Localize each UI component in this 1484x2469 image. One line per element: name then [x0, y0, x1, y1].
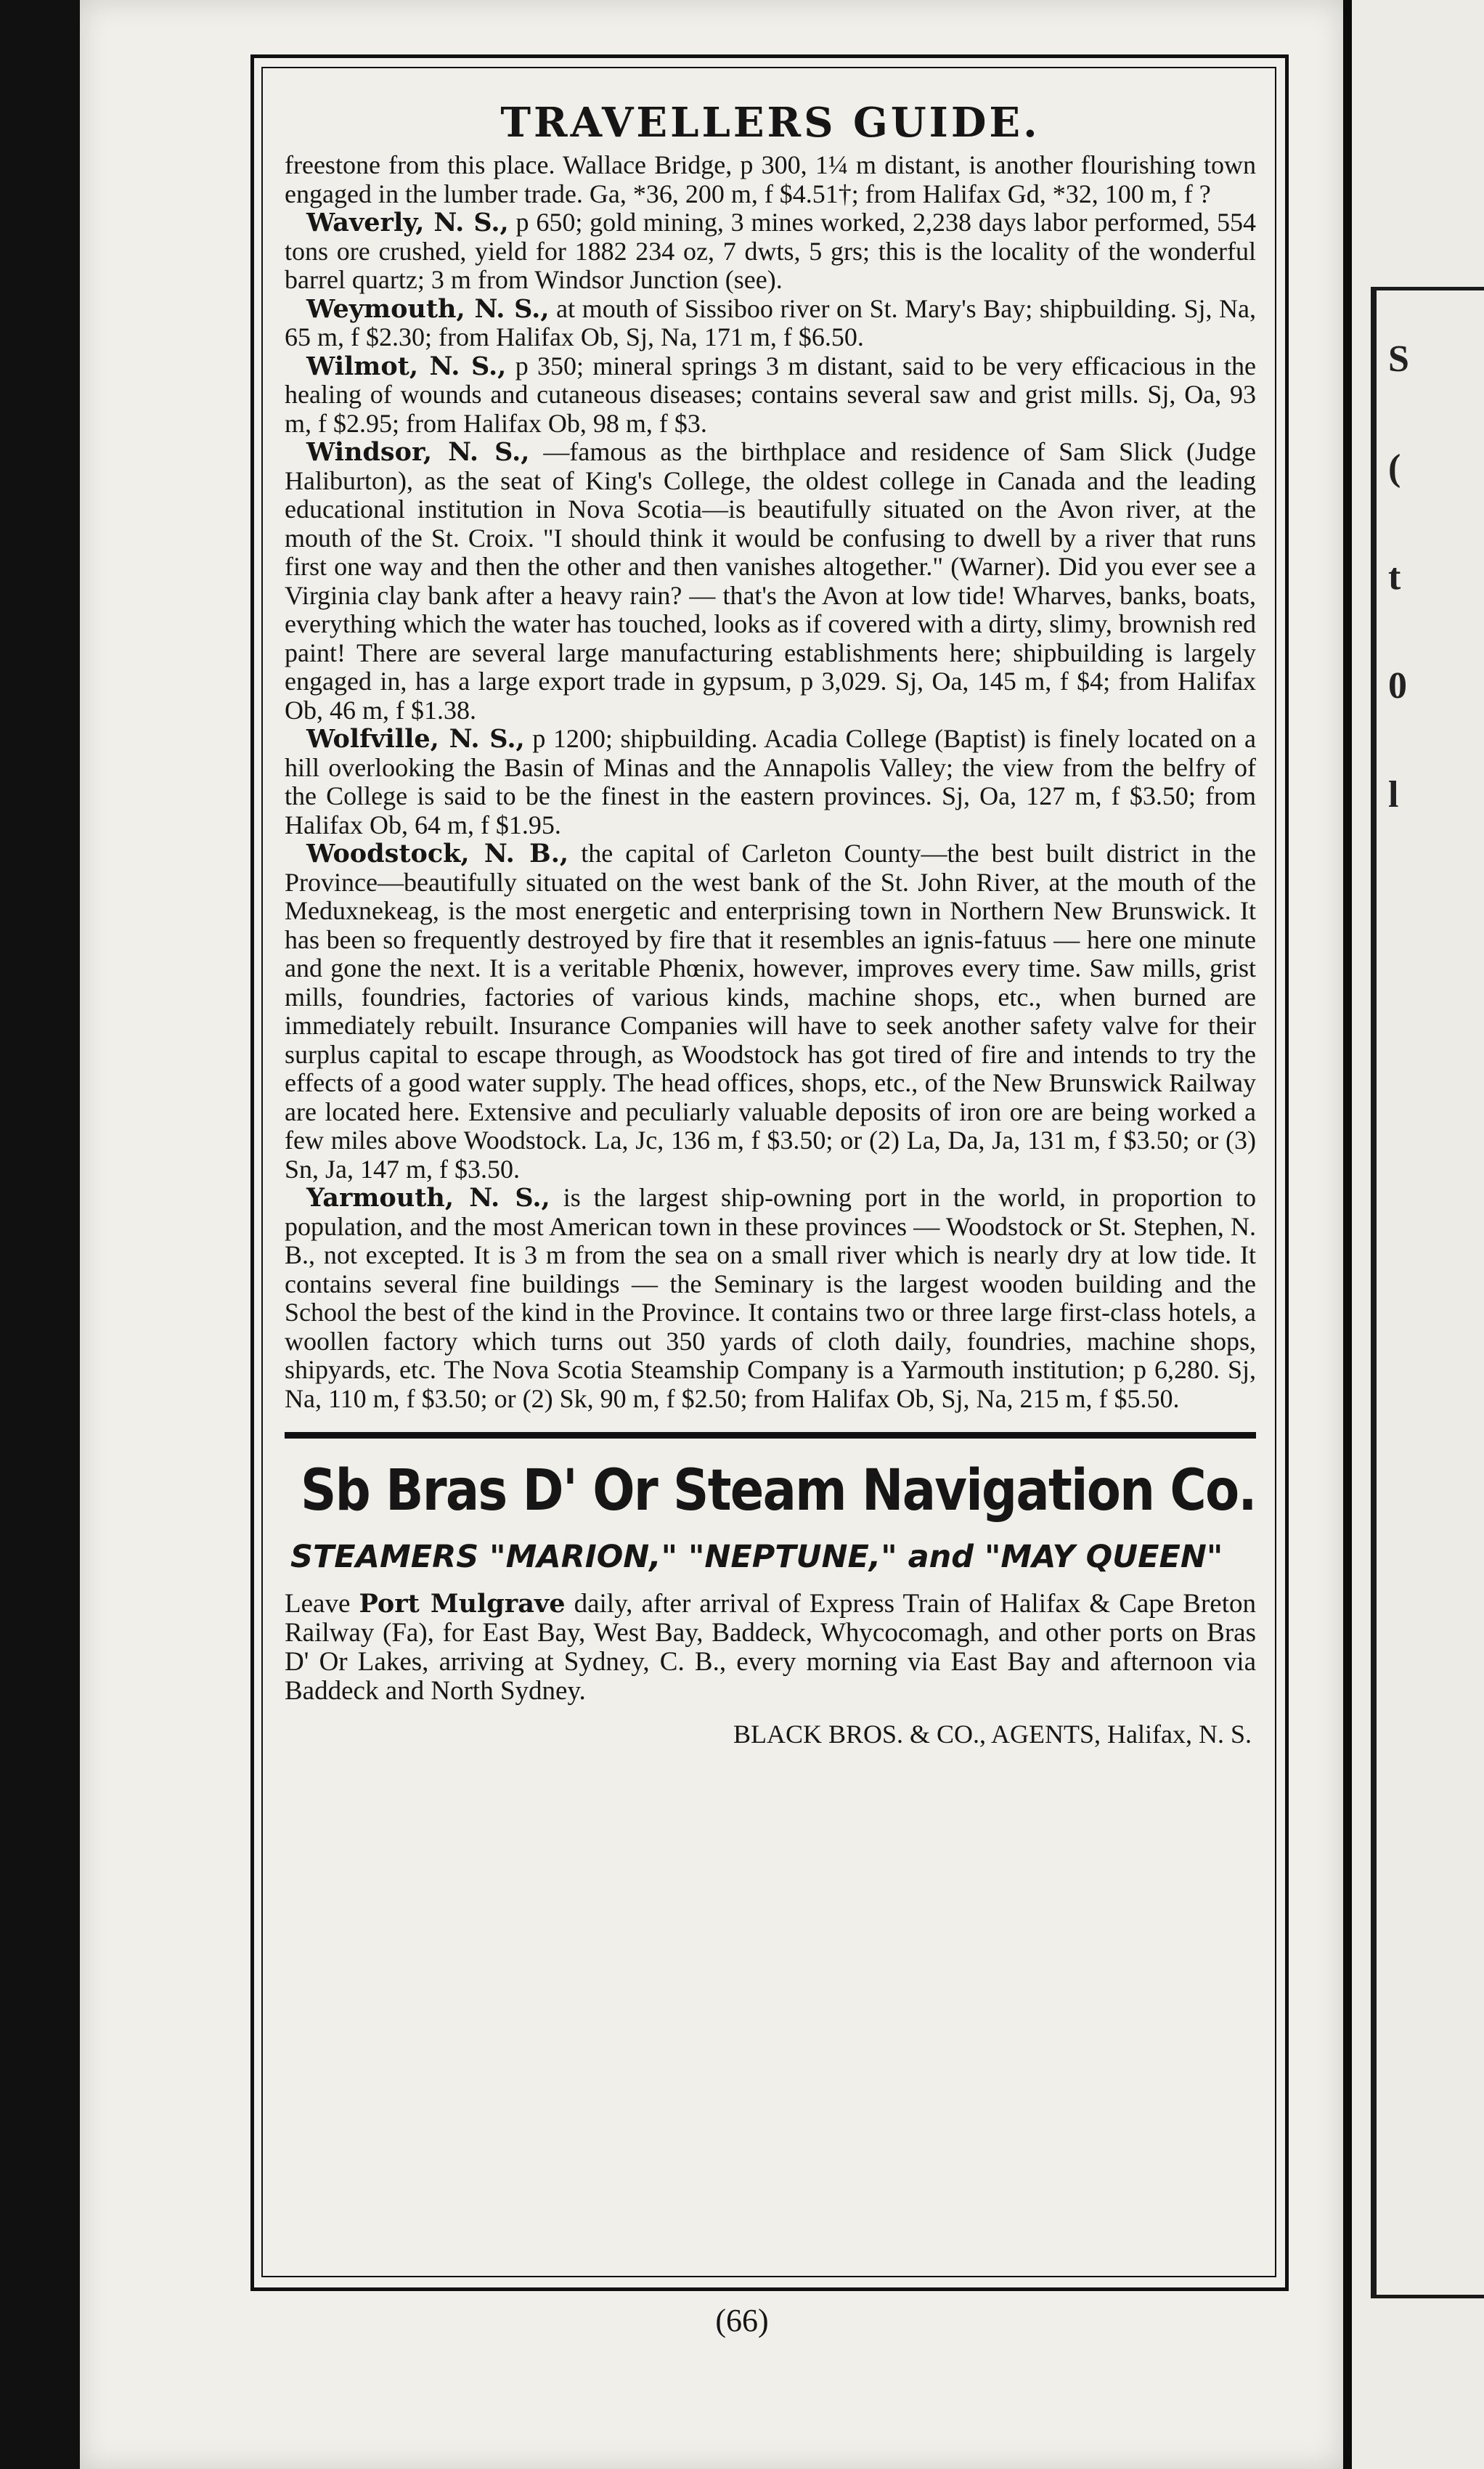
divider-rule — [285, 1432, 1256, 1439]
entry-text: p 350; mineral springs 3 m distant, said to be very efficacious in the healing of wounds and cutaneous diseases; contains several saw and grist mills. Sj, Oa, 93 m, f $2.95; from Halifax Ob, 98 m, f $3. — [285, 351, 1256, 438]
entry-place-name: Wilmot, N. S., — [306, 351, 507, 381]
guide-content — [285, 81, 1256, 2260]
entry-text: freestone from this place. Wallace Bridge, p 300, 1¼ m distant, is another flourishing town engaged in the lumber trade. Ga, *36, 200 m, f $4.51†; from Halifax Gd, *32, 100 m, f ? — [285, 150, 1256, 208]
entry-place-name: Weymouth, N. S., — [306, 293, 550, 324]
advert-port: Port Mulgrave — [359, 1589, 566, 1619]
entry-place-name: Yarmouth, N. S., — [306, 1183, 550, 1213]
guide-entry — [285, 1184, 1256, 1413]
right-page-frame — [1371, 287, 1484, 2298]
entry-text: at mouth of Sissiboo river on St. Mary's Bay; shipbuilding. Sj, Na, 65 m, f $2.30; from Halifax Ob, Sj, Na, 171 m, f $6.50. — [285, 293, 1256, 351]
advert-agents: BLACK BROS. & CO., AGENTS, Halifax, N. S. — [733, 1720, 1252, 1749]
entries-list — [285, 151, 1256, 1413]
guide-entry — [285, 839, 1256, 1184]
guide-title: TRAVELLERS GUIDE. — [500, 99, 1040, 147]
entry-text: is the largest ship-owning port in the world, in proportion to population, and the most American town in these provinces — Woodstock or St. Stephen, N. B., not excepted. It is 3 m from the sea on a small river which is nearly dry at low tide. It contains several fine buildings — the Seminary is the largest wooden building and the School the best of the kind in the Province. It contains two or three large first-class hotels, a woollen factory which turns out 350 yards of cloth daily, foundries, machine shops, shipyards, etc. The Nova Scotia Steamship Company is a Yarmouth institution; p 6,280. Sj, Na, 110 m, f $3.50; or (2) Sk, 90 m, f $2.50; from Halifax Ob, Sj, Na, 215 m, f $5.50. — [285, 1183, 1256, 1413]
advert-steamers: STEAMERS "MARION," "NEPTUNE," and "MAY QUEEN" — [290, 1539, 1223, 1575]
advert-body-pre: Leave — [285, 1589, 359, 1619]
right-page-glyph: l — [1388, 774, 1399, 815]
advert-company-name: Sb Bras D' Or Steam Navigation Co. — [301, 1458, 1256, 1524]
entry-place-name: Woodstock, N. B., — [306, 839, 569, 869]
right-page-glyph: 0 — [1388, 665, 1407, 707]
guide-entry — [285, 295, 1256, 352]
guide-entry — [285, 151, 1256, 208]
entry-text: the capital of Carleton County—the best built district in the Province—beautifully situated on the west bank of the St. John River, at the mouth of the Meduxnekeag, is the most energetic and enterprising town in Northern New Brunswick. It has been so frequently destroyed by fire that it resembles an ignis-fatuus — here one minute and gone the next. It is a veritable Phœnix, however, improves every time. Saw mills, grist mills, foundries, factories of various kinds, machine shops, etc., when burned are immediately rebuilt. Insurance Companies will have to seek another safety valve for their surplus capital to escape through, as Woodstock has got tired of fire and intends to try the effects of a good water supply. The head offices, shops, etc., of the New Brunswick Railway are located here. Extensive and peculiarly valuable deposits of iron ore are being worked a few miles above Woodstock. La, Jc, 136 m, f $3.50; or (2) La, Da, Ja, 131 m, f $3.50; or (3) Sn, Ja, 147 m, f $3.50. — [285, 839, 1256, 1184]
right-page-fragments — [1388, 305, 1409, 850]
advert-body — [285, 1590, 1256, 1706]
guide-entry — [285, 352, 1256, 439]
entry-text: —famous as the birthplace and residence of Sam Slick (Judge Haliburton), as the seat of King's College, the oldest college in Canada and the leading educational institution in Nova Scotia—is beautifully situated on the Avon river, at the mouth of the St. Croix. "I should think it would be confusing to dwell by a river that runs first one way and then the other and then vanishes altogether." (Warner). Did you ever see a Virginia clay bank after a heavy rain? — that's the Avon at low tide! Wharves, banks, boats, everything which the water has touched, looks as if covered with a dirty, slimy, brownish red paint! There are several large manufacturing establishments here; shipbuilding is largely engaged in, has a large export trade in gypsum, p 3,029. Sj, Oa, 145 m, f $4; from Halifax Ob, 46 m, f $1.38. — [285, 437, 1256, 725]
guide-entry — [285, 208, 1256, 295]
entry-text: p 650; gold mining, 3 mines worked, 2,238 days labor performed, 554 tons ore crushed, yield for 1882 234 oz, 7 dwts, 5 grs; this is the locality of the wonderful barrel quartz; 3 m from Windsor Junction (see). — [285, 208, 1256, 294]
book-gutter — [1343, 0, 1352, 2469]
entry-place-name: Windsor, N. S., — [306, 437, 530, 467]
right-page-glyph: t — [1388, 556, 1401, 598]
advert-body-post: daily, after arrival of Express Train of Halifax & Cape Breton Railway (Fa), for East Bay, West Bay, Baddeck, Whycocomagh, and other ports on Bras D' Or Lakes, arriving at Sydney, C. B., every morning via East Bay and afternoon via Baddeck and North Sydney. — [285, 1589, 1256, 1706]
guide-entry — [285, 438, 1256, 725]
guide-entry — [285, 725, 1256, 839]
entry-place-name: Waverly, N. S., — [306, 208, 509, 237]
right-page-glyph: ( — [1388, 447, 1401, 489]
right-page-glyph: S — [1388, 338, 1409, 380]
page-number: (66) — [715, 2303, 769, 2338]
entry-place-name: Wolfville, N. S., — [306, 724, 525, 754]
entry-text: p 1200; shipbuilding. Acadia College (Baptist) is finely located on a hill overlooking the Basin of Minas and the Annapolis Valley; the view from the belfry of the College is said to be the finest in the eastern provinces. Sj, Oa, 127 m, f $3.50; from Halifax Ob, 64 m, f $1.95. — [285, 724, 1256, 839]
